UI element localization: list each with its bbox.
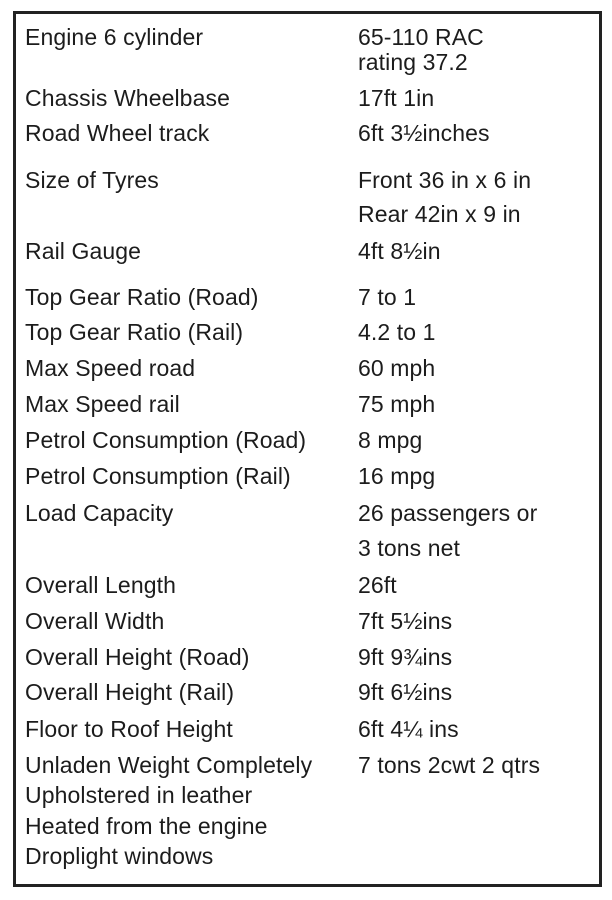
- spec-value: 26 passengers or: [358, 500, 538, 526]
- spec-value: 16 mpg: [358, 463, 436, 489]
- spec-label: Floor to Roof Height: [25, 716, 233, 742]
- spec-note: Upholstered in leather: [25, 782, 253, 808]
- spec-value: rating 37.2: [358, 49, 468, 75]
- spec-label: Engine 6 cylinder: [25, 24, 204, 50]
- spec-label: Overall Height (Rail): [25, 679, 235, 705]
- spec-label: Rail Gauge: [25, 238, 142, 264]
- spec-note: Heated from the engine: [25, 813, 268, 839]
- spec-value: 9ft 6½ins: [358, 679, 453, 705]
- spec-label: Road Wheel track: [25, 120, 210, 146]
- spec-label: Size of Tyres: [25, 167, 159, 193]
- spec-value: Rear 42in x 9 in: [358, 201, 521, 227]
- spec-label: Load Capacity: [25, 500, 174, 526]
- spec-value: 6ft 3½inches: [358, 120, 490, 146]
- spec-label: Petrol Consumption (Rail): [25, 463, 291, 489]
- spec-label: Top Gear Ratio (Rail): [25, 319, 244, 345]
- spec-label: Chassis Wheelbase: [25, 85, 230, 111]
- spec-value: 26ft: [358, 572, 397, 598]
- spec-label: Top Gear Ratio (Road): [25, 284, 259, 310]
- spec-label: Overall Height (Road): [25, 644, 250, 670]
- spec-label: Overall Width: [25, 608, 165, 634]
- spec-note: Droplight windows: [25, 843, 214, 869]
- spec-value: 3 tons net: [358, 535, 461, 561]
- spec-value: 9ft 9¾ins: [358, 644, 453, 670]
- spec-value: 7 to 1: [358, 284, 417, 310]
- spec-value: 6ft 4¼ ins: [358, 716, 459, 742]
- spec-label: Petrol Consumption (Road): [25, 427, 307, 453]
- spec-label: Overall Length: [25, 572, 176, 598]
- spec-label: Max Speed rail: [25, 391, 180, 417]
- spec-value: 60 mph: [358, 355, 436, 381]
- spec-value: 8 mpg: [358, 427, 423, 453]
- spec-value: 7ft 5½ins: [358, 608, 453, 634]
- spec-value: 65-110 RAC: [358, 24, 484, 50]
- spec-value: 75 mph: [358, 391, 436, 417]
- spec-label: Max Speed road: [25, 355, 196, 381]
- spec-value: 7 tons 2cwt 2 qtrs: [358, 752, 541, 778]
- spec-value: 17ft 1in: [358, 85, 435, 111]
- spec-value: 4.2 to 1: [358, 319, 436, 345]
- spec-value: Front 36 in x 6 in: [358, 167, 532, 193]
- spec-label: Unladen Weight Completely: [25, 752, 313, 778]
- spec-value: 4ft 8½in: [358, 238, 441, 264]
